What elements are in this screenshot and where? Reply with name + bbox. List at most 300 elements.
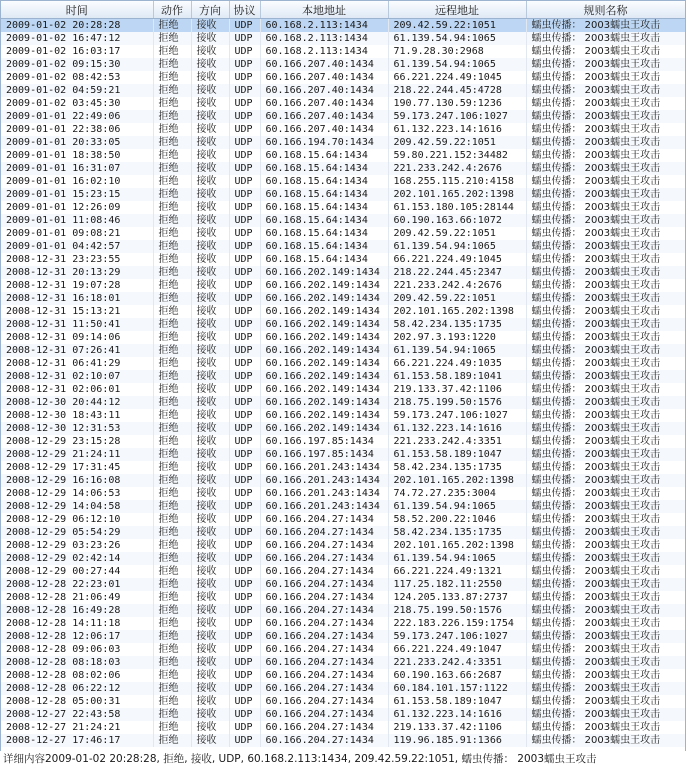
cell-direction: 接收 [191, 266, 229, 279]
cell-protocol: UDP [229, 344, 260, 357]
cell-direction: 接收 [191, 188, 229, 201]
cell-rule-name: 蠕虫传播： 2003蠕虫王攻击 [526, 344, 685, 357]
cell-time: 2009-01-01 04:42:57 [1, 240, 153, 253]
cell-time: 2008-12-30 12:31:53 [1, 422, 153, 435]
cell-direction: 接收 [191, 123, 229, 136]
table-row[interactable] [1, 45, 685, 58]
cell-direction: 接收 [191, 526, 229, 539]
cell-protocol: UDP [229, 630, 260, 643]
cell-direction: 接收 [191, 461, 229, 474]
table-row[interactable] [1, 370, 685, 383]
cell-rule-name: 蠕虫传播： 2003蠕虫王攻击 [526, 474, 685, 487]
cell-action: 拒绝 [153, 578, 191, 591]
cell-time: 2008-12-30 20:44:12 [1, 396, 153, 409]
table-row[interactable] [1, 110, 685, 123]
table-row[interactable] [1, 734, 685, 747]
cell-protocol: UDP [229, 357, 260, 370]
cell-action: 拒绝 [153, 500, 191, 513]
cell-remote-address: 117.25.182.11:2550 [388, 578, 526, 591]
table-row[interactable] [1, 409, 685, 422]
cell-time: 2008-12-31 09:14:06 [1, 331, 153, 344]
column-header-protocol[interactable]: 协议 [229, 1, 260, 19]
table-row[interactable] [1, 292, 685, 305]
table-row[interactable] [1, 513, 685, 526]
cell-protocol: UDP [229, 669, 260, 682]
cell-local-address: 60.166.202.149:1434 [260, 396, 388, 409]
cell-rule-name: 蠕虫传播： 2003蠕虫王攻击 [526, 539, 685, 552]
cell-action: 拒绝 [153, 552, 191, 565]
cell-time: 2008-12-28 12:06:17 [1, 630, 153, 643]
cell-action: 拒绝 [153, 45, 191, 58]
cell-local-address: 60.166.202.149:1434 [260, 357, 388, 370]
cell-time: 2009-01-02 20:28:28 [1, 19, 153, 33]
cell-rule-name: 蠕虫传播： 2003蠕虫王攻击 [526, 97, 685, 110]
table-row[interactable] [1, 682, 685, 695]
cell-time: 2008-12-28 21:06:49 [1, 591, 153, 604]
cell-time: 2008-12-27 21:24:21 [1, 721, 153, 734]
cell-protocol: UDP [229, 682, 260, 695]
cell-action: 拒绝 [153, 97, 191, 110]
cell-protocol: UDP [229, 201, 260, 214]
cell-local-address: 60.166.204.27:1434 [260, 578, 388, 591]
cell-time: 2008-12-29 23:15:28 [1, 435, 153, 448]
cell-action: 拒绝 [153, 201, 191, 214]
cell-remote-address: 58.52.200.22:1046 [388, 513, 526, 526]
cell-time: 2008-12-29 17:31:45 [1, 461, 153, 474]
cell-remote-address: 221.233.242.4:3351 [388, 656, 526, 669]
cell-direction: 接收 [191, 201, 229, 214]
cell-action: 拒绝 [153, 71, 191, 84]
cell-rule-name: 蠕虫传播： 2003蠕虫王攻击 [526, 149, 685, 162]
cell-remote-address: 61.139.54.94:1065 [388, 32, 526, 45]
cell-rule-name: 蠕虫传播： 2003蠕虫王攻击 [526, 84, 685, 97]
cell-time: 2008-12-30 18:43:11 [1, 409, 153, 422]
cell-direction: 接收 [191, 279, 229, 292]
table-row[interactable] [1, 526, 685, 539]
table-row[interactable] [1, 201, 685, 214]
cell-local-address: 60.168.15.64:1434 [260, 175, 388, 188]
cell-local-address: 60.166.207.40:1434 [260, 58, 388, 71]
cell-local-address: 60.166.202.149:1434 [260, 383, 388, 396]
table-row[interactable] [1, 396, 685, 409]
cell-local-address: 60.166.207.40:1434 [260, 84, 388, 97]
cell-rule-name: 蠕虫传播： 2003蠕虫王攻击 [526, 32, 685, 45]
cell-protocol: UDP [229, 331, 260, 344]
cell-local-address: 60.166.204.27:1434 [260, 656, 388, 669]
cell-direction: 接收 [191, 370, 229, 383]
cell-direction: 接收 [191, 591, 229, 604]
cell-action: 拒绝 [153, 162, 191, 175]
cell-remote-address: 221.233.242.4:2676 [388, 279, 526, 292]
cell-direction: 接收 [191, 136, 229, 149]
cell-time: 2009-01-01 16:31:07 [1, 162, 153, 175]
cell-local-address: 60.168.15.64:1434 [260, 201, 388, 214]
cell-time: 2009-01-01 12:26:09 [1, 201, 153, 214]
cell-rule-name: 蠕虫传播： 2003蠕虫王攻击 [526, 58, 685, 71]
cell-time: 2008-12-31 02:10:07 [1, 370, 153, 383]
table-row[interactable] [1, 58, 685, 71]
cell-rule-name: 蠕虫传播： 2003蠕虫王攻击 [526, 682, 685, 695]
cell-direction: 接收 [191, 32, 229, 45]
cell-local-address: 60.166.204.27:1434 [260, 565, 388, 578]
cell-local-address: 60.166.201.243:1434 [260, 500, 388, 513]
cell-direction: 接收 [191, 604, 229, 617]
cell-protocol: UDP [229, 71, 260, 84]
cell-direction: 接收 [191, 487, 229, 500]
table-row[interactable] [1, 318, 685, 331]
cell-rule-name: 蠕虫传播： 2003蠕虫王攻击 [526, 396, 685, 409]
cell-direction: 接收 [191, 721, 229, 734]
cell-time: 2008-12-31 15:13:21 [1, 305, 153, 318]
cell-time: 2008-12-29 21:24:11 [1, 448, 153, 461]
cell-local-address: 60.168.15.64:1434 [260, 240, 388, 253]
cell-remote-address: 60.190.163.66:1072 [388, 214, 526, 227]
table-row[interactable] [1, 669, 685, 682]
cell-protocol: UDP [229, 409, 260, 422]
cell-rule-name: 蠕虫传播： 2003蠕虫王攻击 [526, 175, 685, 188]
cell-action: 拒绝 [153, 448, 191, 461]
table-row[interactable] [1, 175, 685, 188]
cell-direction: 接收 [191, 656, 229, 669]
cell-remote-address: 61.139.54.94:1065 [388, 240, 526, 253]
cell-local-address: 60.166.204.27:1434 [260, 669, 388, 682]
column-header-time[interactable]: 时间 [1, 1, 153, 19]
cell-remote-address: 202.101.165.202:1398 [388, 305, 526, 318]
cell-direction: 接收 [191, 331, 229, 344]
cell-action: 拒绝 [153, 474, 191, 487]
cell-protocol: UDP [229, 383, 260, 396]
cell-direction: 接收 [191, 214, 229, 227]
cell-rule-name: 蠕虫传播： 2003蠕虫王攻击 [526, 617, 685, 630]
cell-protocol: UDP [229, 110, 260, 123]
table-row[interactable] [1, 227, 685, 240]
cell-remote-address: 66.221.224.49:1045 [388, 71, 526, 84]
cell-action: 拒绝 [153, 682, 191, 695]
cell-action: 拒绝 [153, 513, 191, 526]
cell-time: 2009-01-01 22:38:06 [1, 123, 153, 136]
cell-local-address: 60.166.204.27:1434 [260, 591, 388, 604]
table-row[interactable] [1, 71, 685, 84]
cell-protocol: UDP [229, 188, 260, 201]
cell-local-address: 60.166.202.149:1434 [260, 266, 388, 279]
cell-protocol: UDP [229, 123, 260, 136]
table-row[interactable] [1, 604, 685, 617]
cell-rule-name: 蠕虫传播： 2003蠕虫王攻击 [526, 604, 685, 617]
cell-action: 拒绝 [153, 331, 191, 344]
cell-action: 拒绝 [153, 396, 191, 409]
cell-protocol: UDP [229, 136, 260, 149]
cell-action: 拒绝 [153, 565, 191, 578]
cell-protocol: UDP [229, 435, 260, 448]
cell-protocol: UDP [229, 227, 260, 240]
table-row[interactable] [1, 643, 685, 656]
cell-remote-address: 61.132.223.14:1616 [388, 422, 526, 435]
cell-local-address: 60.168.2.113:1434 [260, 45, 388, 58]
table-row[interactable] [1, 344, 685, 357]
cell-time: 2008-12-31 16:18:01 [1, 292, 153, 305]
cell-protocol: UDP [229, 292, 260, 305]
cell-remote-address: 221.233.242.4:2676 [388, 162, 526, 175]
cell-protocol: UDP [229, 500, 260, 513]
cell-action: 拒绝 [153, 240, 191, 253]
table-header-row [1, 1, 685, 19]
cell-local-address: 60.166.197.85:1434 [260, 435, 388, 448]
cell-local-address: 60.166.204.27:1434 [260, 695, 388, 708]
cell-time: 2008-12-27 22:43:58 [1, 708, 153, 721]
cell-remote-address: 59.80.221.152:34482 [388, 149, 526, 162]
cell-action: 拒绝 [153, 656, 191, 669]
table-row[interactable] [1, 383, 685, 396]
cell-time: 2008-12-29 16:16:08 [1, 474, 153, 487]
table-row[interactable] [1, 19, 685, 33]
table-row[interactable] [1, 305, 685, 318]
table-row[interactable] [1, 266, 685, 279]
cell-action: 拒绝 [153, 149, 191, 162]
table-row[interactable] [1, 149, 685, 162]
cell-direction: 接收 [191, 162, 229, 175]
cell-remote-address: 61.139.54.94:1065 [388, 344, 526, 357]
cell-rule-name: 蠕虫传播： 2003蠕虫王攻击 [526, 513, 685, 526]
table-row[interactable] [1, 539, 685, 552]
cell-rule-name: 蠕虫传播： 2003蠕虫王攻击 [526, 162, 685, 175]
table-row[interactable] [1, 630, 685, 643]
cell-time: 2009-01-02 03:45:30 [1, 97, 153, 110]
cell-time: 2008-12-31 23:23:55 [1, 253, 153, 266]
cell-action: 拒绝 [153, 84, 191, 97]
table-row[interactable] [1, 357, 685, 370]
cell-rule-name: 蠕虫传播： 2003蠕虫王攻击 [526, 656, 685, 669]
cell-remote-address: 71.9.28.30:2968 [388, 45, 526, 58]
cell-local-address: 60.166.202.149:1434 [260, 344, 388, 357]
table-row[interactable] [1, 422, 685, 435]
cell-rule-name: 蠕虫传播： 2003蠕虫王攻击 [526, 188, 685, 201]
cell-time: 2008-12-29 14:04:58 [1, 500, 153, 513]
table-row[interactable] [1, 721, 685, 734]
cell-rule-name: 蠕虫传播： 2003蠕虫王攻击 [526, 422, 685, 435]
table-row[interactable] [1, 188, 685, 201]
cell-protocol: UDP [229, 266, 260, 279]
cell-local-address: 60.166.197.85:1434 [260, 448, 388, 461]
cell-protocol: UDP [229, 422, 260, 435]
cell-direction: 接收 [191, 253, 229, 266]
cell-action: 拒绝 [153, 539, 191, 552]
cell-direction: 接收 [191, 682, 229, 695]
cell-protocol: UDP [229, 279, 260, 292]
cell-direction: 接收 [191, 97, 229, 110]
cell-local-address: 60.166.202.149:1434 [260, 409, 388, 422]
cell-direction: 接收 [191, 110, 229, 123]
table-row[interactable] [1, 695, 685, 708]
cell-action: 拒绝 [153, 617, 191, 630]
cell-action: 拒绝 [153, 227, 191, 240]
cell-action: 拒绝 [153, 318, 191, 331]
cell-local-address: 60.168.15.64:1434 [260, 149, 388, 162]
cell-local-address: 60.166.204.27:1434 [260, 539, 388, 552]
cell-protocol: UDP [229, 162, 260, 175]
column-header-direction[interactable]: 方向 [191, 1, 229, 19]
table-row[interactable] [1, 591, 685, 604]
cell-rule-name: 蠕虫传播： 2003蠕虫王攻击 [526, 266, 685, 279]
table-row[interactable] [1, 162, 685, 175]
cell-action: 拒绝 [153, 110, 191, 123]
cell-rule-name: 蠕虫传播： 2003蠕虫王攻击 [526, 253, 685, 266]
cell-protocol: UDP [229, 552, 260, 565]
cell-local-address: 60.166.202.149:1434 [260, 422, 388, 435]
cell-protocol: UDP [229, 643, 260, 656]
cell-protocol: UDP [229, 318, 260, 331]
cell-time: 2009-01-01 09:08:21 [1, 227, 153, 240]
table-row[interactable] [1, 565, 685, 578]
cell-action: 拒绝 [153, 292, 191, 305]
cell-rule-name: 蠕虫传播： 2003蠕虫王攻击 [526, 357, 685, 370]
cell-rule-name: 蠕虫传播： 2003蠕虫王攻击 [526, 305, 685, 318]
cell-protocol: UDP [229, 461, 260, 474]
cell-local-address: 60.166.194.70:1434 [260, 136, 388, 149]
table-row[interactable] [1, 214, 685, 227]
table-row[interactable] [1, 123, 685, 136]
cell-remote-address: 59.173.247.106:1027 [388, 630, 526, 643]
cell-time: 2009-01-02 08:42:53 [1, 71, 153, 84]
cell-time: 2009-01-01 22:49:06 [1, 110, 153, 123]
cell-remote-address: 66.221.224.49:1035 [388, 357, 526, 370]
cell-time: 2008-12-28 22:23:01 [1, 578, 153, 591]
cell-protocol: UDP [229, 487, 260, 500]
cell-direction: 接收 [191, 578, 229, 591]
cell-action: 拒绝 [153, 461, 191, 474]
cell-protocol: UDP [229, 19, 260, 33]
column-header-rule-name[interactable]: 规则名称 [526, 1, 685, 19]
cell-protocol: UDP [229, 253, 260, 266]
cell-direction: 接收 [191, 292, 229, 305]
cell-action: 拒绝 [153, 435, 191, 448]
table-row[interactable] [1, 240, 685, 253]
table-row[interactable] [1, 578, 685, 591]
cell-rule-name: 蠕虫传播： 2003蠕虫王攻击 [526, 71, 685, 84]
cell-rule-name: 蠕虫传播： 2003蠕虫王攻击 [526, 578, 685, 591]
cell-remote-address: 59.173.247.106:1027 [388, 110, 526, 123]
cell-rule-name: 蠕虫传播： 2003蠕虫王攻击 [526, 383, 685, 396]
table-row[interactable] [1, 500, 685, 513]
cell-remote-address: 209.42.59.22:1051 [388, 19, 526, 33]
cell-remote-address: 61.153.180.105:28144 [388, 201, 526, 214]
cell-protocol: UDP [229, 396, 260, 409]
cell-remote-address: 74.72.27.235:3004 [388, 487, 526, 500]
cell-action: 拒绝 [153, 734, 191, 747]
cell-direction: 接收 [191, 84, 229, 97]
column-header-remote-address[interactable]: 远程地址 [388, 1, 526, 19]
cell-local-address: 60.166.202.149:1434 [260, 279, 388, 292]
cell-protocol: UDP [229, 474, 260, 487]
column-header-action[interactable]: 动作 [153, 1, 191, 19]
cell-action: 拒绝 [153, 591, 191, 604]
cell-local-address: 60.166.202.149:1434 [260, 318, 388, 331]
table-row[interactable] [1, 461, 685, 474]
cell-local-address: 60.166.204.27:1434 [260, 734, 388, 747]
table-row[interactable] [1, 435, 685, 448]
cell-action: 拒绝 [153, 526, 191, 539]
table-row[interactable] [1, 136, 685, 149]
cell-rule-name: 蠕虫传播： 2003蠕虫王攻击 [526, 669, 685, 682]
cell-protocol: UDP [229, 721, 260, 734]
table-row[interactable] [1, 708, 685, 721]
column-header-local-address[interactable]: 本地地址 [260, 1, 388, 19]
table-row[interactable] [1, 474, 685, 487]
cell-rule-name: 蠕虫传播： 2003蠕虫王攻击 [526, 123, 685, 136]
cell-protocol: UDP [229, 513, 260, 526]
cell-rule-name: 蠕虫传播： 2003蠕虫王攻击 [526, 526, 685, 539]
cell-time: 2008-12-28 06:22:12 [1, 682, 153, 695]
cell-remote-address: 209.42.59.22:1051 [388, 136, 526, 149]
table-row[interactable] [1, 552, 685, 565]
cell-remote-address: 61.139.54.94:1065 [388, 58, 526, 71]
cell-rule-name: 蠕虫传播： 2003蠕虫王攻击 [526, 708, 685, 721]
cell-protocol: UDP [229, 617, 260, 630]
table-row[interactable] [1, 97, 685, 110]
cell-remote-address: 202.101.165.202:1398 [388, 188, 526, 201]
cell-local-address: 60.168.2.113:1434 [260, 19, 388, 33]
table-row[interactable] [1, 656, 685, 669]
cell-remote-address: 59.173.247.106:1027 [388, 409, 526, 422]
cell-action: 拒绝 [153, 19, 191, 33]
cell-time: 2008-12-29 03:23:26 [1, 539, 153, 552]
cell-time: 2009-01-01 18:38:50 [1, 149, 153, 162]
cell-protocol: UDP [229, 578, 260, 591]
cell-remote-address: 58.42.234.135:1735 [388, 318, 526, 331]
cell-time: 2008-12-31 07:26:41 [1, 344, 153, 357]
cell-remote-address: 221.233.242.4:3351 [388, 435, 526, 448]
cell-local-address: 60.166.204.27:1434 [260, 513, 388, 526]
table-row[interactable] [1, 84, 685, 97]
cell-action: 拒绝 [153, 357, 191, 370]
cell-direction: 接收 [191, 175, 229, 188]
cell-local-address: 60.166.207.40:1434 [260, 97, 388, 110]
table-row[interactable] [1, 331, 685, 344]
cell-protocol: UDP [229, 370, 260, 383]
cell-action: 拒绝 [153, 630, 191, 643]
cell-protocol: UDP [229, 734, 260, 747]
cell-remote-address: 61.139.54.94:1065 [388, 552, 526, 565]
cell-rule-name: 蠕虫传播： 2003蠕虫王攻击 [526, 318, 685, 331]
cell-time: 2008-12-28 14:11:18 [1, 617, 153, 630]
cell-direction: 接收 [191, 396, 229, 409]
cell-action: 拒绝 [153, 279, 191, 292]
cell-direction: 接收 [191, 669, 229, 682]
cell-time: 2009-01-01 20:33:05 [1, 136, 153, 149]
cell-time: 2008-12-31 06:41:29 [1, 357, 153, 370]
cell-time: 2008-12-31 02:06:01 [1, 383, 153, 396]
table-row[interactable] [1, 448, 685, 461]
cell-local-address: 60.166.204.27:1434 [260, 682, 388, 695]
cell-action: 拒绝 [153, 422, 191, 435]
cell-local-address: 60.166.204.27:1434 [260, 630, 388, 643]
table-row[interactable] [1, 32, 685, 45]
cell-local-address: 60.168.15.64:1434 [260, 214, 388, 227]
table-row[interactable] [1, 617, 685, 630]
cell-rule-name: 蠕虫传播： 2003蠕虫王攻击 [526, 435, 685, 448]
cell-direction: 接收 [191, 357, 229, 370]
cell-protocol: UDP [229, 305, 260, 318]
cell-rule-name: 蠕虫传播： 2003蠕虫王攻击 [526, 500, 685, 513]
cell-local-address: 60.166.201.243:1434 [260, 487, 388, 500]
cell-time: 2008-12-28 08:18:03 [1, 656, 153, 669]
table-row[interactable] [1, 279, 685, 292]
table-row[interactable] [1, 487, 685, 500]
table-row[interactable] [1, 253, 685, 266]
cell-protocol: UDP [229, 45, 260, 58]
cell-protocol: UDP [229, 526, 260, 539]
cell-rule-name: 蠕虫传播： 2003蠕虫王攻击 [526, 565, 685, 578]
cell-protocol: UDP [229, 565, 260, 578]
